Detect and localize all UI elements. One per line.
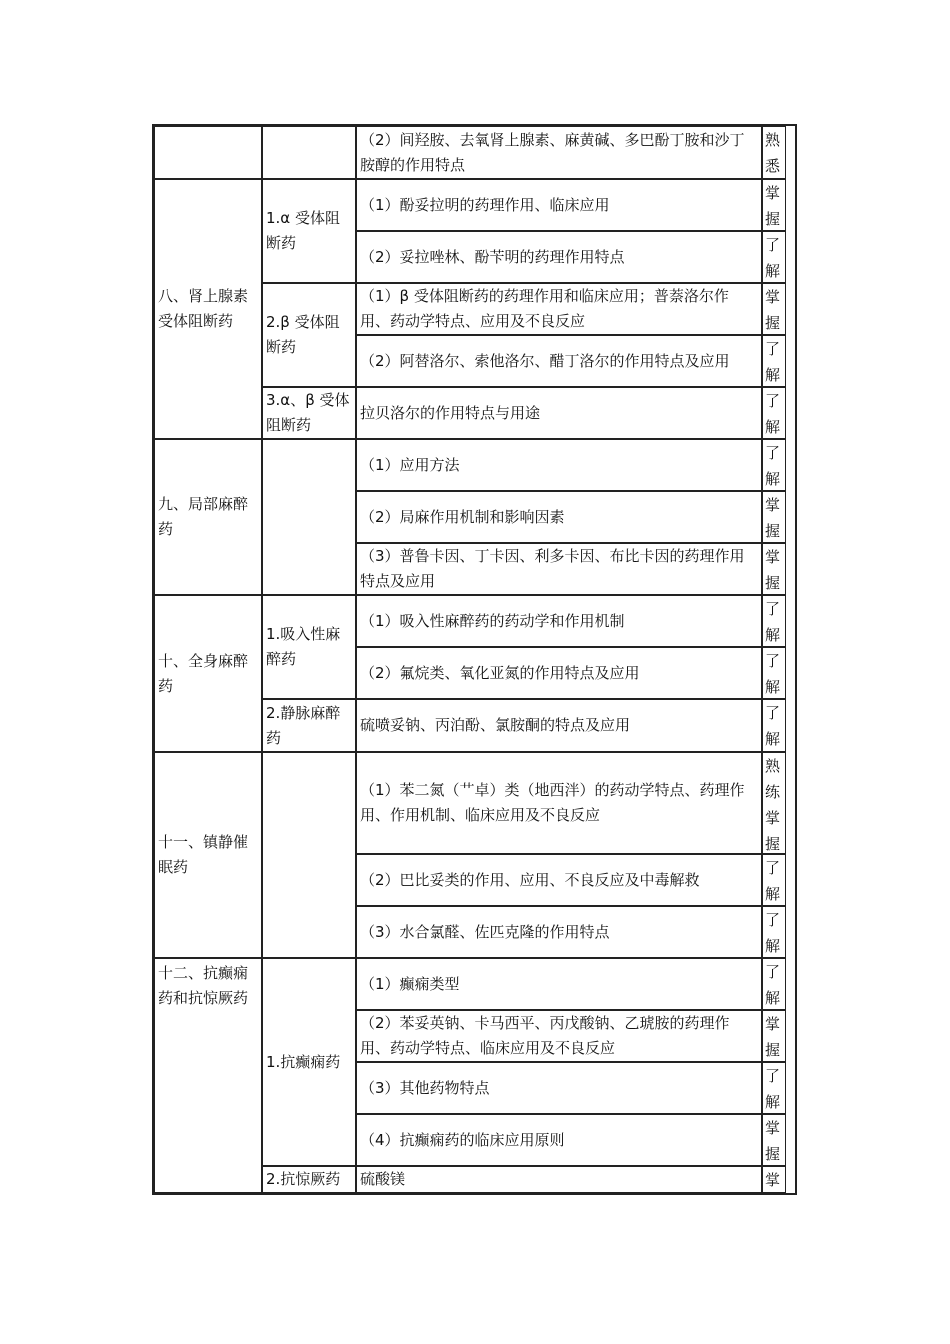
content-cell xyxy=(356,699,762,752)
subsection-title: 1.吸入性麻醉药 xyxy=(266,625,341,668)
content-cell xyxy=(356,958,762,1010)
content-text: （2）局麻作用机制和影响因素 xyxy=(360,507,565,526)
content-text: （2）间羟胺、去氧肾上腺素、麻黄碱、多巴酚丁胺和沙丁胺醇的作用特点 xyxy=(360,130,745,174)
level-cell: 熟悉 xyxy=(762,126,786,179)
level-cell: 掌握 xyxy=(762,491,786,543)
content-cell xyxy=(356,1114,762,1166)
subsection-title: 2.静脉麻醉药 xyxy=(266,703,341,747)
content-cell xyxy=(356,491,762,543)
content-cell xyxy=(356,126,762,179)
level-cell: 掌握 xyxy=(762,1010,786,1062)
subsection-cell xyxy=(262,1166,356,1193)
content-cell xyxy=(356,595,762,647)
level-cell: 了解 xyxy=(762,595,786,647)
section-cell xyxy=(154,752,262,958)
level-cell: 了解 xyxy=(762,906,786,958)
subsection-cell xyxy=(262,752,356,958)
content-text: （3）普鲁卡因、丁卡因、利多卡因、布比卡因的药理作用特点及应用 xyxy=(360,547,745,590)
content-cell xyxy=(356,752,762,854)
section-cell xyxy=(154,595,262,752)
content-text: （3）其他药物特点 xyxy=(360,1078,490,1097)
content-text: （1）吸入性麻醉药的药动学和作用机制 xyxy=(360,611,625,630)
content-text: （3）水合氯醛、佐匹克隆的作用特点 xyxy=(360,922,610,941)
subsection-title: 3.α、β 受体阻断药 xyxy=(266,391,350,434)
subsection-cell xyxy=(262,283,356,387)
section-cell xyxy=(154,439,262,595)
subsection-cell xyxy=(262,126,356,179)
level-cell: 了解 xyxy=(762,387,786,439)
content-text: （1）癫痫类型 xyxy=(360,974,460,993)
content-text: （2）妥拉唑林、酚苄明的药理作用特点 xyxy=(360,247,625,266)
subsection-title: 2.抗惊厥药 xyxy=(266,1170,341,1188)
content-text: （2）阿替洛尔、索他洛尔、醋丁洛尔的作用特点及应用 xyxy=(360,351,730,370)
content-text: （2）氟烷类、氧化亚氮的作用特点及应用 xyxy=(360,663,640,682)
content-text: （2）巴比妥类的作用、应用、不良反应及中毒解救 xyxy=(360,870,700,889)
content-cell xyxy=(356,1062,762,1114)
subsection-cell xyxy=(262,595,356,699)
content-text: （1）酚妥拉明的药理作用、临床应用 xyxy=(360,195,610,214)
section-cell xyxy=(154,958,262,1193)
content-cell xyxy=(356,283,762,335)
content-cell xyxy=(356,231,762,283)
content-text: 硫喷妥钠、丙泊酚、氯胺酮的特点及应用 xyxy=(360,716,631,734)
section-title: 十、全身麻醉药 xyxy=(158,651,249,695)
level-cell: 掌握 xyxy=(762,179,786,231)
level-cell: 掌握 xyxy=(762,543,786,595)
level-cell: 掌 xyxy=(762,1166,786,1193)
section-cell xyxy=(154,179,262,439)
content-text: 拉贝洛尔的作用特点与用途 xyxy=(360,403,541,422)
level-cell: 掌握 xyxy=(762,283,786,335)
content-cell xyxy=(356,1010,762,1062)
section-title: 八、肾上腺素受体阻断药 xyxy=(158,287,249,330)
content-text: （1）苯二氮（艹卓）类（地西泮）的药动学特点、药理作用、作用机制、临床应用及不良反应 xyxy=(360,781,745,824)
level-cell: 掌握 xyxy=(762,1114,786,1166)
section-title: 九、局部麻醉药 xyxy=(158,495,249,538)
level-cell: 了解 xyxy=(762,647,786,699)
section-title: 十一、镇静催眠药 xyxy=(158,833,249,876)
level-cell: 了解 xyxy=(762,958,786,1010)
section-title: 十二、抗癫痫药和抗惊厥药 xyxy=(158,964,249,1007)
content-text: （4）抗癫痫药的临床应用原则 xyxy=(360,1130,565,1149)
content-text: （1）应用方法 xyxy=(360,455,460,474)
subsection-cell xyxy=(262,439,356,595)
content-cell xyxy=(356,1166,762,1193)
content-cell xyxy=(356,647,762,699)
content-cell xyxy=(356,543,762,595)
level-cell: 了解 xyxy=(762,1062,786,1114)
subsection-title: 1.抗癫痫药 xyxy=(266,1052,341,1071)
content-cell xyxy=(356,854,762,906)
level-cell: 了解 xyxy=(762,699,786,752)
subsection-cell xyxy=(262,699,356,752)
level-cell: 了解 xyxy=(762,335,786,387)
content-cell xyxy=(356,387,762,439)
content-text: 硫酸镁 xyxy=(360,1170,406,1188)
level-cell: 了解 xyxy=(762,854,786,906)
content-cell xyxy=(356,906,762,958)
syllabus-table xyxy=(152,124,797,1195)
level-cell: 了解 xyxy=(762,231,786,283)
subsection-title: 1.α 受体阻断药 xyxy=(266,209,340,252)
subsection-cell xyxy=(262,387,356,439)
content-cell xyxy=(356,335,762,387)
content-cell xyxy=(356,179,762,231)
content-text: （2）苯妥英钠、卡马西平、丙戊酸钠、乙琥胺的药理作用、药动学特点、临床应用及不良反应 xyxy=(360,1014,730,1057)
content-text: （1）β 受体阻断药的药理作用和临床应用；普萘洛尔作用、药动学特点、应用及不良反应 xyxy=(360,287,729,330)
level-cell: 了解 xyxy=(762,439,786,491)
subsection-cell xyxy=(262,958,356,1166)
content-cell xyxy=(356,439,762,491)
section-cell xyxy=(154,126,262,179)
subsection-cell xyxy=(262,179,356,283)
subsection-title: 2.β 受体阻断药 xyxy=(266,313,340,356)
level-cell: 熟练掌握 xyxy=(762,752,786,854)
